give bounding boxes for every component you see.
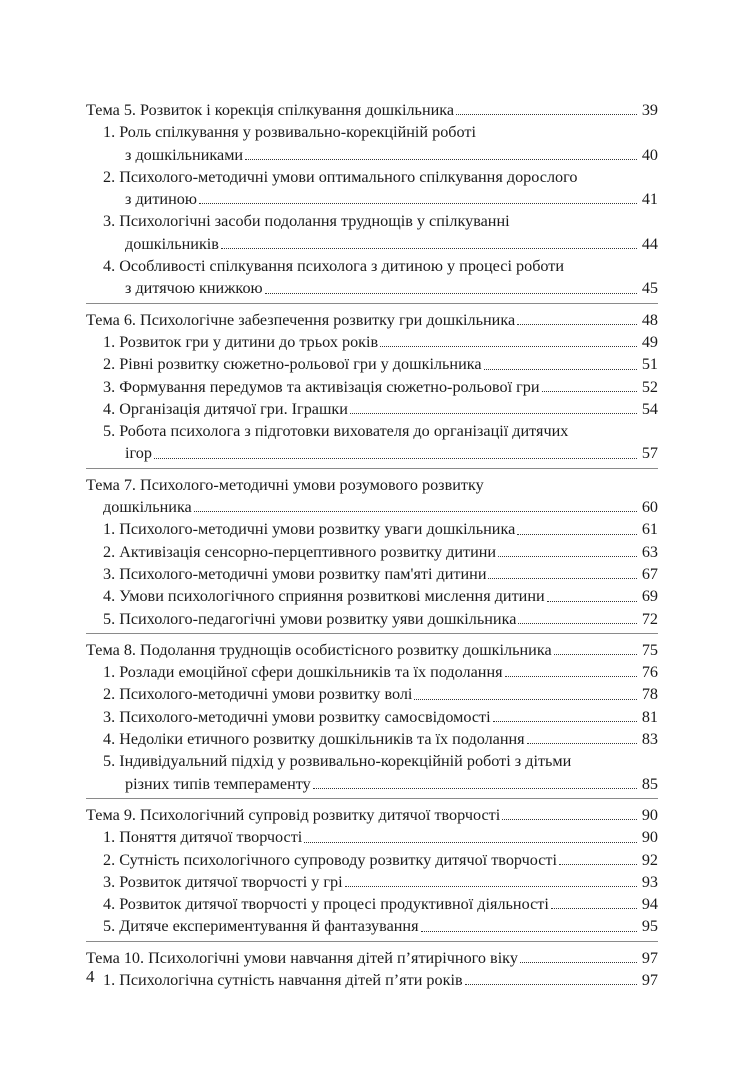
toc-item-text: 4. Організація дитячої гри. Іграшки — [103, 399, 348, 418]
dot-leader — [551, 908, 637, 909]
toc-section — [86, 639, 658, 799]
toc-item — [86, 969, 658, 991]
toc-item — [86, 331, 658, 353]
section-page-number: 90 — [641, 805, 658, 824]
toc-item-text: 4. Розвиток дитячої творчості у процесі продуктивної діяльності — [103, 895, 549, 914]
dot-leader — [421, 931, 637, 932]
dot-leader — [265, 293, 637, 294]
dot-leader — [502, 819, 637, 820]
dot-leader — [313, 788, 637, 789]
toc-item-line: 3. Психологічні засоби подолання труднощів у спілкуванні — [103, 212, 510, 231]
item-page-number: 67 — [641, 564, 658, 583]
toc-item-line: 1. Роль спілкування у розвивально-корекційній роботі — [103, 123, 476, 142]
item-page-number: 69 — [641, 587, 658, 606]
section-title — [86, 804, 658, 826]
toc-item — [86, 353, 658, 375]
toc-item — [86, 541, 658, 563]
toc-item-text: 2. Сутність психологічного супроводу розвитку дитячої творчості — [103, 850, 558, 869]
toc-item-text: з дошкільниками — [125, 145, 244, 164]
toc-item-line: 2. Психолого-методичні умови оптимального спілкування дорослого — [103, 167, 578, 186]
table-of-contents — [86, 99, 658, 999]
toc-item-line: 5. Робота психолога з підготовки вихователя до організації дитячих — [103, 422, 569, 441]
toc-item — [86, 728, 658, 750]
dot-leader — [505, 676, 637, 677]
toc-item-text: 5. Психолого-педагогічні умови розвитку уяви дошкільника — [103, 609, 517, 628]
dot-leader — [221, 248, 637, 249]
dot-leader — [154, 458, 637, 459]
toc-item-text: з дитячою книжкою — [125, 279, 263, 298]
toc-item-text: ігор — [125, 444, 152, 463]
toc-item-text: 4. Умови психологічного сприяння розвиткові мислення дитини — [103, 587, 545, 606]
toc-item — [86, 376, 658, 398]
toc-item — [86, 398, 658, 420]
toc-item — [86, 585, 658, 607]
dot-leader — [547, 601, 637, 602]
toc-item-text: різних типів темпераменту — [125, 774, 311, 793]
page-number: 4 — [86, 967, 95, 986]
toc-section — [86, 309, 658, 469]
dot-leader — [498, 556, 637, 557]
toc-item — [86, 893, 658, 915]
toc-item — [86, 661, 658, 683]
toc-item-text: дошкільників — [125, 234, 219, 253]
toc-item-text: 3. Психолого-методичні умови розвитку пам'яті дитини — [103, 564, 487, 583]
toc-item-text: 2. Психолого-методичні умови розвитку волі — [103, 685, 413, 704]
section-title — [86, 309, 658, 331]
dot-leader — [517, 534, 637, 535]
toc-section — [86, 947, 658, 995]
toc-item — [86, 849, 658, 871]
section-title-text: Тема 10. Психологічні умови навчання дітей п’ятирічного віку — [86, 948, 518, 967]
section-title-text: Тема 6. Психологічне забезпечення розвитку гри дошкільника — [86, 310, 516, 329]
item-page-number: 92 — [641, 850, 658, 869]
dot-leader — [194, 511, 637, 512]
toc-item — [86, 144, 658, 166]
dot-leader — [517, 324, 637, 325]
dot-leader — [380, 346, 637, 347]
item-page-number: 45 — [641, 279, 658, 298]
toc-section — [86, 474, 658, 634]
section-title — [86, 496, 658, 518]
toc-item-text: 3. Формування передумов та активізація сюжетно-рольової гри — [103, 377, 540, 396]
toc-item — [86, 518, 658, 540]
dot-leader — [518, 623, 637, 624]
toc-item — [86, 442, 658, 464]
dot-leader — [465, 984, 637, 985]
dot-leader — [520, 962, 637, 963]
item-page-number: 52 — [641, 377, 658, 396]
item-page-number: 72 — [641, 609, 658, 628]
item-page-number: 44 — [641, 234, 658, 253]
item-page-number: 63 — [641, 542, 658, 561]
dot-leader — [559, 864, 637, 865]
dot-leader — [542, 391, 637, 392]
section-page-number: 75 — [641, 640, 658, 659]
toc-item — [86, 915, 658, 937]
dot-leader — [245, 159, 637, 160]
toc-item — [86, 773, 658, 795]
toc-item — [86, 188, 658, 210]
section-title-text: Тема 8. Подолання труднощів особистісного розвитку дошкільника — [86, 640, 552, 659]
item-page-number: 93 — [641, 872, 658, 891]
toc-item — [86, 608, 658, 630]
toc-item-text: з дитиною — [125, 190, 197, 209]
dot-leader — [527, 743, 637, 744]
section-title-line: Тема 7. Психолого-методичні умови розумового розвитку — [86, 475, 484, 494]
item-page-number: 78 — [641, 685, 658, 704]
item-page-number: 41 — [641, 190, 658, 209]
section-title — [86, 947, 658, 969]
toc-item-line: 5. Індивідуальний підхід у розвивально-корекційній роботі з дітьми — [103, 752, 572, 771]
toc-item-text: 5. Дитяче експериментування й фантазування — [103, 917, 419, 936]
section-title — [86, 99, 658, 121]
toc-section — [86, 99, 658, 304]
item-page-number: 57 — [641, 444, 658, 463]
toc-item — [86, 706, 658, 728]
toc-item-text: 3. Розвиток дитячої творчості у грі — [103, 872, 343, 891]
item-page-number: 76 — [641, 663, 658, 682]
section-title-text: дошкільника — [103, 498, 192, 517]
item-page-number: 54 — [641, 399, 658, 418]
toc-item — [86, 826, 658, 848]
section-title-text: Тема 9. Психологічний супровід розвитку дитячої творчості — [86, 805, 501, 824]
toc-section — [86, 804, 658, 942]
toc-item-text: 2. Рівні розвитку сюжетно-рольової гри у дошкільника — [103, 355, 482, 374]
section-page-number: 39 — [641, 101, 658, 119]
item-page-number: 90 — [641, 828, 658, 847]
dot-leader — [484, 369, 637, 370]
dot-leader — [456, 114, 637, 115]
dot-leader — [345, 886, 637, 887]
dot-leader — [488, 578, 637, 579]
section-page-number: 97 — [641, 948, 658, 967]
item-page-number: 85 — [641, 774, 658, 793]
toc-item-text: 1. Психолого-методичні умови розвитку уваги дошкільника — [103, 520, 516, 539]
item-page-number: 49 — [641, 332, 658, 351]
toc-item-line: 4. Особливості спілкування психолога з дитиною у процесі роботи — [103, 257, 565, 276]
section-page-number: 60 — [641, 498, 658, 517]
toc-item — [86, 683, 658, 705]
section-title — [86, 639, 658, 661]
item-page-number: 83 — [641, 730, 658, 749]
dot-leader — [350, 413, 637, 414]
dot-leader — [414, 699, 637, 700]
item-page-number: 51 — [641, 355, 658, 374]
section-title-text: Тема 5. Розвиток і корекція спілкування дошкільника — [86, 101, 455, 119]
toc-item-text: 1. Поняття дитячої творчості — [103, 828, 303, 847]
toc-item-text: 1. Розлади емоційної сфери дошкільників та їх подолання — [103, 663, 503, 682]
item-page-number: 81 — [641, 707, 658, 726]
item-page-number: 61 — [641, 520, 658, 539]
section-page-number: 48 — [641, 310, 658, 329]
item-page-number: 95 — [641, 917, 658, 936]
toc-item-text: 1. Психологічна сутність навчання дітей п’яти років — [103, 970, 463, 989]
toc-item — [86, 233, 658, 255]
item-page-number: 97 — [641, 970, 658, 989]
toc-item-text: 3. Психолого-методичні умови розвитку самосвідомості — [103, 707, 491, 726]
toc-item — [86, 871, 658, 893]
toc-item — [86, 277, 658, 299]
item-page-number: 94 — [641, 895, 658, 914]
dot-leader — [199, 203, 637, 204]
dot-leader — [304, 842, 637, 843]
toc-item-text: 4. Недоліки етичного розвитку дошкільників та їх подолання — [103, 730, 525, 749]
dot-leader — [493, 721, 637, 722]
dot-leader — [554, 654, 637, 655]
toc-item-text: 1. Розвиток гри у дитини до трьох років — [103, 332, 379, 351]
item-page-number: 40 — [641, 145, 658, 164]
toc-item — [86, 563, 658, 585]
toc-item-text: 2. Активізація сенсорно-перцептивного розвитку дитини — [103, 542, 497, 561]
